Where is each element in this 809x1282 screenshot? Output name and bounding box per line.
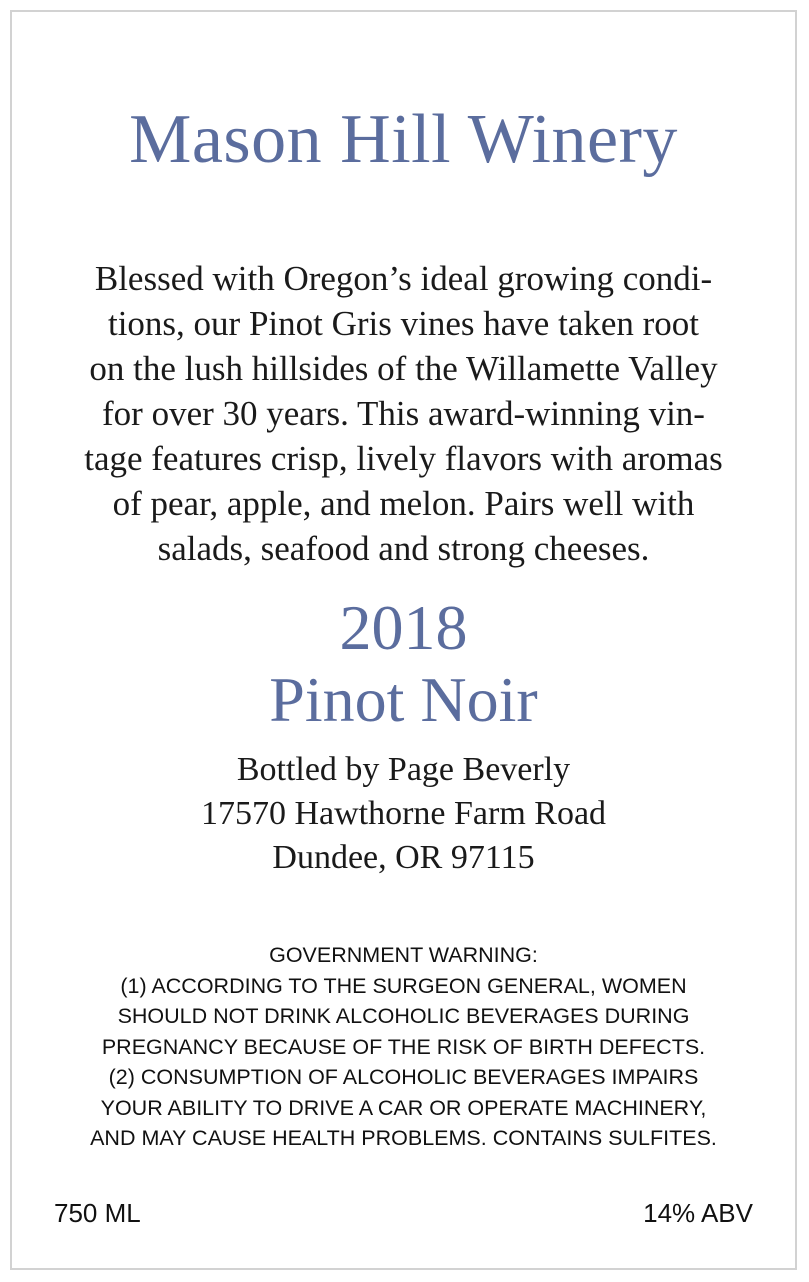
- description-line: tions, our Pinot Gris vines have taken root: [107, 304, 700, 343]
- bottler-info: [12, 748, 795, 880]
- warning-line: PREGNANCY BECAUSE OF THE RISK OF BIRTH DEFECTS.: [101, 1034, 706, 1059]
- bottler-street: 17570 Hawthorne Farm Road: [200, 795, 607, 832]
- description-line: tage features crisp, lively flavors with aromas: [84, 439, 723, 478]
- description-line: Blessed with Oregon’s ideal growing condi-: [94, 259, 713, 298]
- description-line: of pear, apple, and melon. Pairs well with: [112, 484, 695, 523]
- warning-line: (1) ACCORDING TO THE SURGEON GENERAL, WOMEN: [120, 973, 687, 998]
- bottler-city: Dundee, OR 97115: [272, 839, 535, 876]
- warning-line: GOVERNMENT WARNING:: [269, 943, 538, 967]
- warning-line: YOUR ABILITY TO DRIVE A CAR OR OPERATE MACHINERY,: [100, 1095, 707, 1120]
- government-warning: [32, 940, 775, 1154]
- wine-varietal: Pinot Noir: [269, 664, 538, 735]
- bottle-volume: 750 ML: [54, 1198, 141, 1228]
- alcohol-by-volume: 14% ABV: [643, 1198, 753, 1228]
- bottler-name: Bottled by Page Beverly: [236, 751, 571, 788]
- wine-label: [10, 10, 797, 1270]
- warning-line: (2) CONSUMPTION OF ALCOHOLIC BEVERAGES IMPAIRS: [108, 1065, 699, 1089]
- warning-line: SHOULD NOT DRINK ALCOHOLIC BEVERAGES DURING: [117, 1004, 690, 1028]
- description-line: on the lush hillsides of the Willamette Valley: [89, 349, 718, 388]
- description-line: for over 30 years. This award-winning vin-: [102, 394, 705, 433]
- winery-name: Mason Hill Winery: [129, 101, 678, 178]
- wine-description: [67, 256, 740, 571]
- description-line: salads, seafood and strong cheeses.: [157, 529, 650, 568]
- vintage-year: 2018: [339, 592, 468, 663]
- warning-line: AND MAY CAUSE HEALTH PROBLEMS. CONTAINS SULFITES.: [90, 1126, 717, 1150]
